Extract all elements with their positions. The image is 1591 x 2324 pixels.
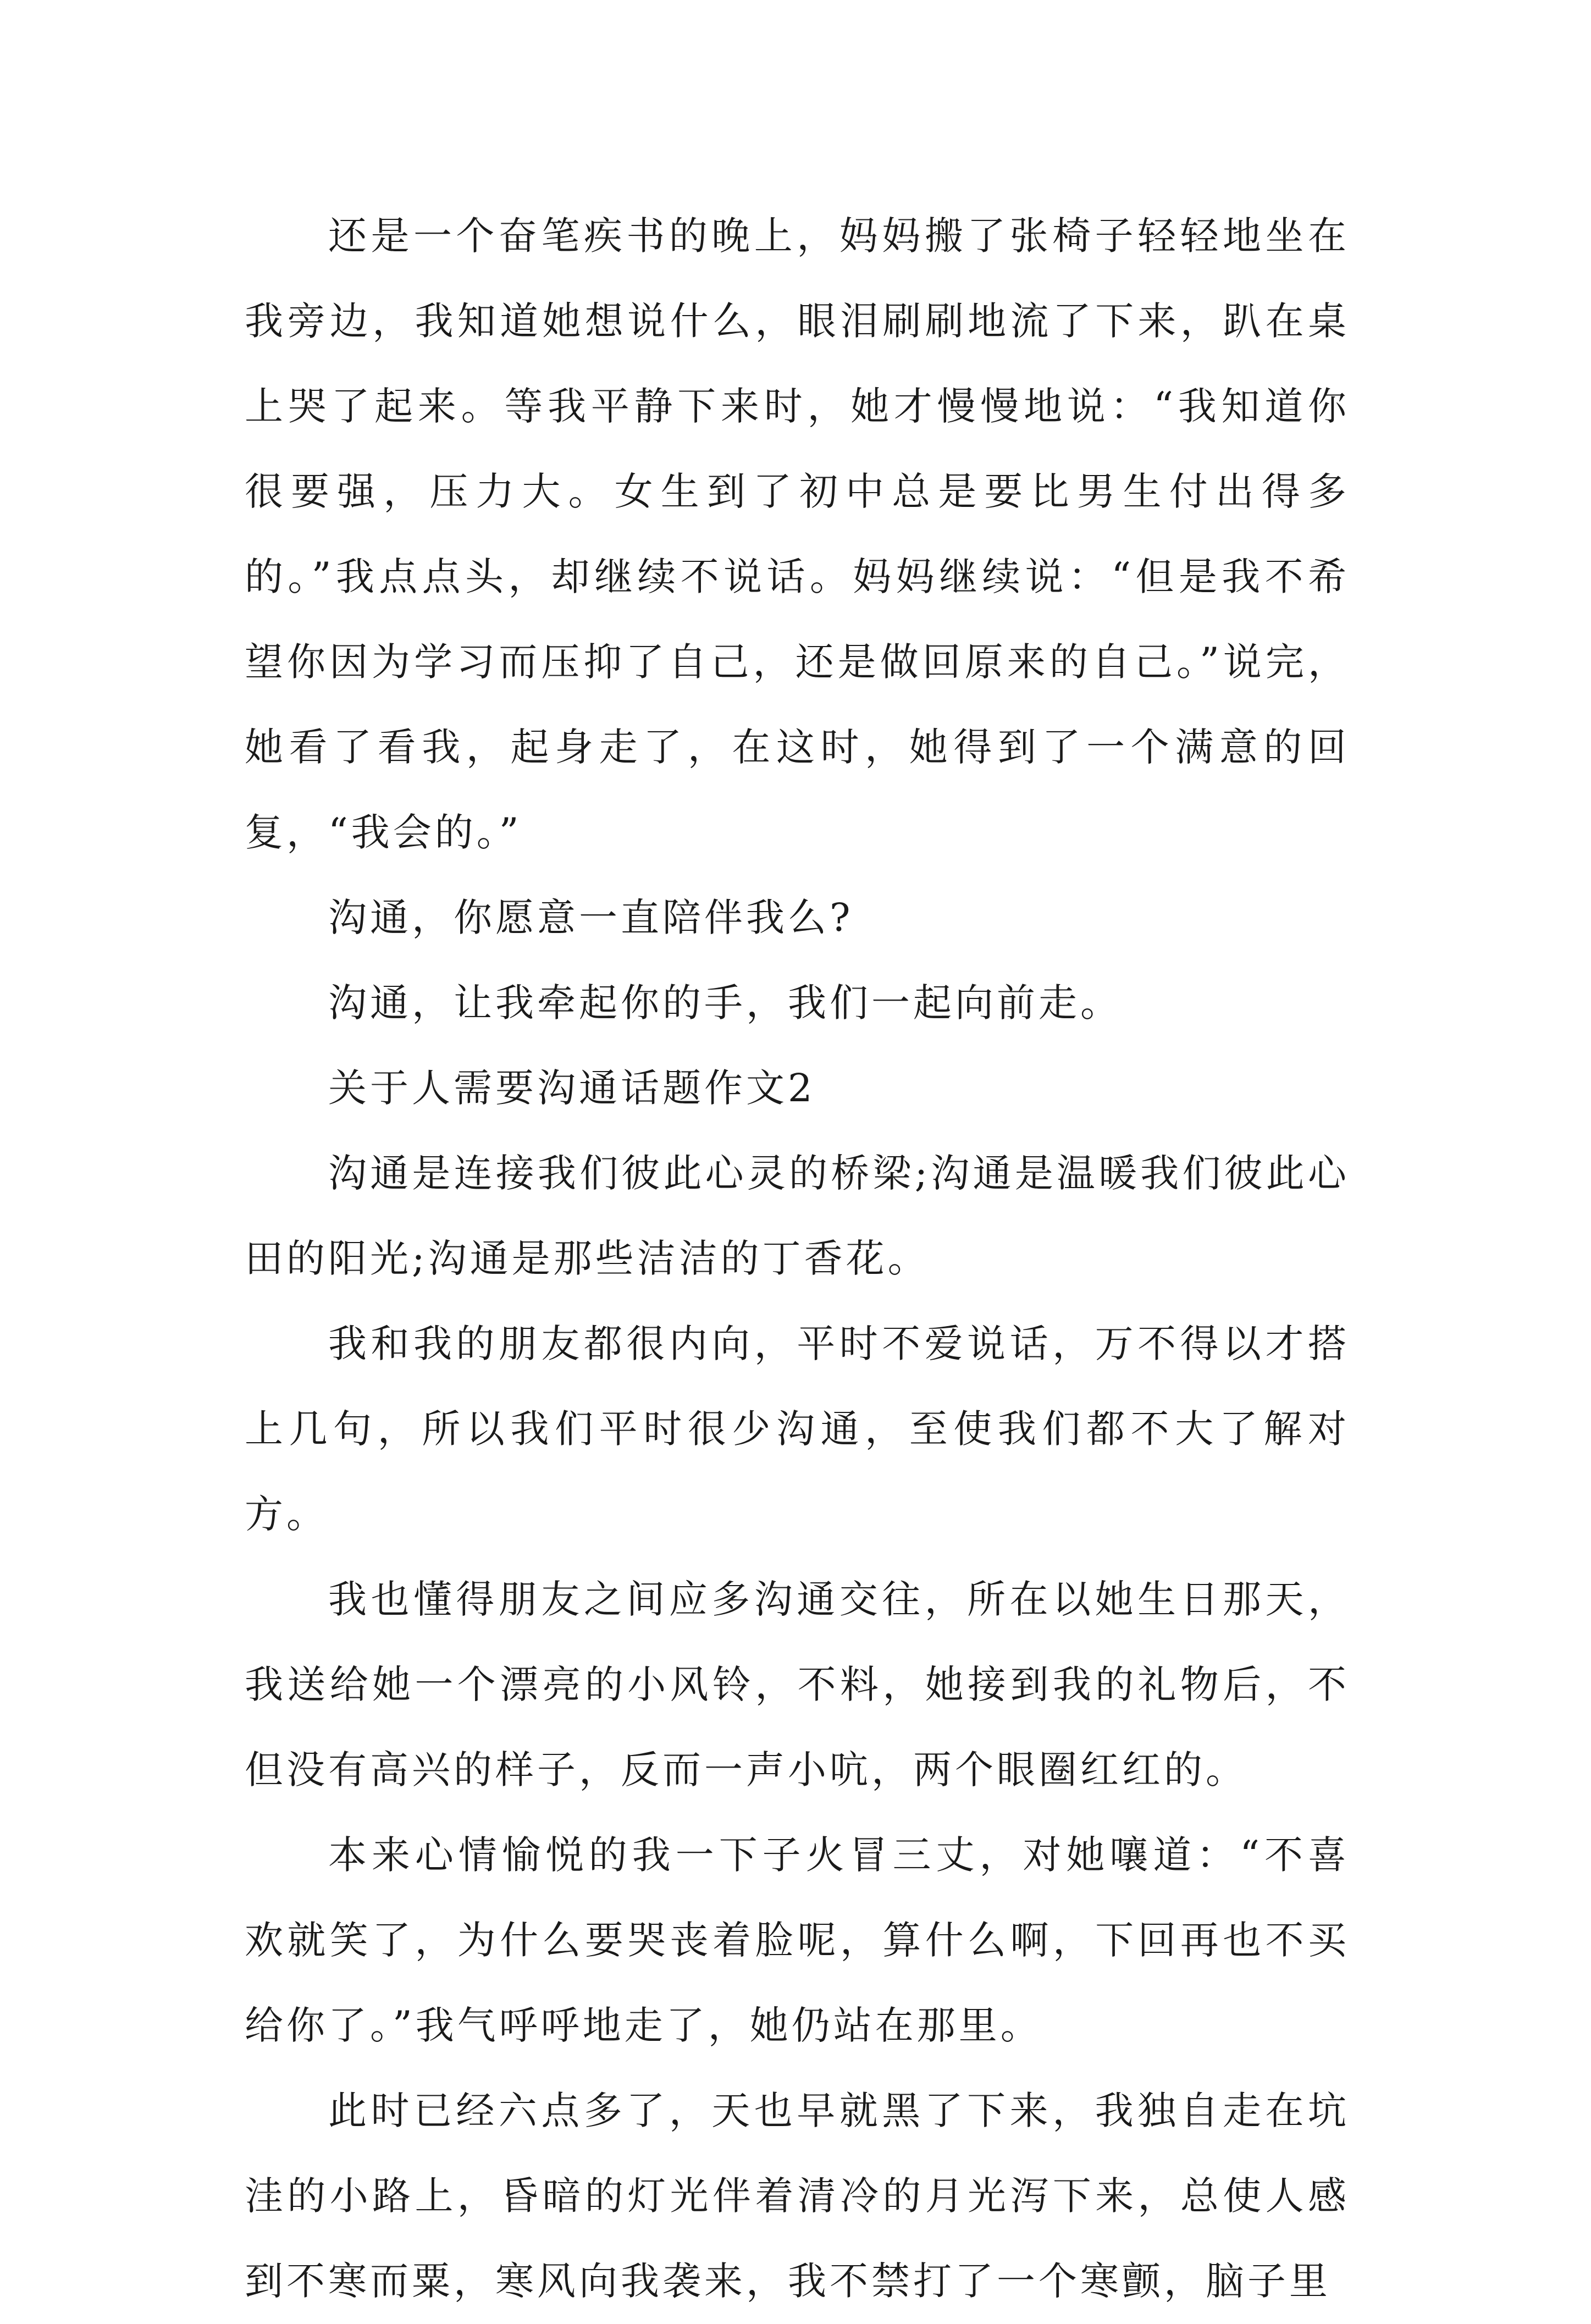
paragraph-angry: 本来心情愉悦的我一下子火冒三丈，对她嚷道：“不喜欢就笑了，为什么要哭丧着脸呢，算什么啊，下回再也不买给你了。”我气呼呼地走了，她仍站在那里。 — [245, 1832, 1350, 2048]
paragraph-introverted: 我和我的朋友都很内向，平时不爱说话，万不得以才搭上几句，所以我们平时很少沟通，至使我们都不大了解对方。 — [245, 1321, 1350, 1537]
paragraph-hand-in-hand: 沟通，让我牵起你的手，我们一起向前走。 — [328, 980, 1122, 1025]
essay-title-2: 关于人需要沟通话题作文2 — [328, 1066, 816, 1111]
paragraph-question: 沟通，你愿意一直陪伴我么? — [328, 895, 854, 940]
paragraph-walk-home: 此时已经六点多了，天也早就黑了下来，我独自走在坑洼的小路上，昏暗的灯光伴着清冷的月光泻下来，总使人感到不寒而粟，寒风向我袭来，我不禁打了一个寒颤，脑子里 — [245, 2088, 1350, 2304]
paragraph-bridge: 沟通是连接我们彼此心灵的桥梁;沟通是温暖我们彼此心田的阳光;沟通是那些洁洁的丁香花。 — [245, 1151, 1350, 1281]
body-text — [245, 194, 1350, 2324]
paragraph-birthday-gift: 我也懂得朋友之间应多沟通交往，所在以她生日那天，我送给她一个漂亮的小风铃，不料，她接到我的礼物后，不但没有高兴的样子，反而一声小吭，两个眼圈红红的。 — [245, 1577, 1350, 1792]
paragraph-mother-talk: 还是一个奋笔疾书的晚上，妈妈搬了张椅子轻轻地坐在我旁边，我知道她想说什么，眼泪刷刷地流了下来，趴在桌上哭了起来。等我平静下来时，她才慢慢地说：“我知道你很要强，压力大。女生到了初中总是要比男生付出得多的。”我点点头，却继续不说话。妈妈继续说：“但是我不希望你因为学习而压抑了自己，还是做回原来的自己。”说完，她看了看我，起身走了，在这时，她得到了一个满意的回复，“我会的。” — [245, 213, 1350, 855]
